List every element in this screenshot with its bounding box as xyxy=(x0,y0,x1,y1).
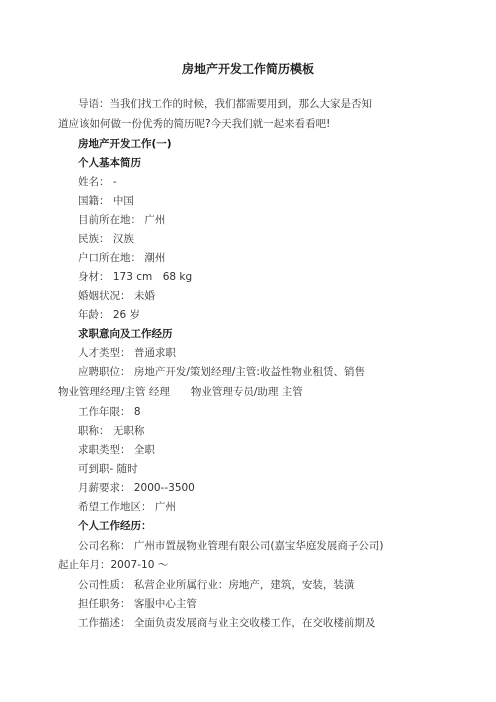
text-line: 国籍： 中国 xyxy=(78,195,134,207)
text-line: 工作年限： 8 xyxy=(78,406,141,418)
text-line: 物业管理经理/主管 经理 物业管理专员/助理 主管 xyxy=(58,386,303,398)
text-line: 职称： 无职称 xyxy=(78,425,145,437)
text-line: 希望工作地区： 广州 xyxy=(78,501,176,513)
section-heading: 个人工作经历： xyxy=(78,520,152,532)
text-line: 可到职- 随时 xyxy=(78,463,138,475)
text-line: 人才类型： 普通求职 xyxy=(78,347,176,359)
text-line: 身材： 173 cm 68 kg xyxy=(78,271,193,283)
text-line: 月薪要求： 2000--3500 xyxy=(78,482,195,494)
text-line: 年龄： 26 岁 xyxy=(78,309,141,321)
section-heading: 个人基本简历 xyxy=(78,157,141,169)
text-line: 民族： 汉族 xyxy=(78,233,134,245)
text-line: 目前所在地： 广州 xyxy=(78,214,166,226)
text-line: 担任职务： 客服中心主管 xyxy=(78,598,197,610)
text-line: 公司性质： 私营企业所属行业：房地产，建筑，安装，装潢 xyxy=(78,579,355,591)
text-line: 道应该如何做一份优秀的简历呢?今天我们就一起来看看吧! xyxy=(58,118,331,130)
text-line: 户口所在地： 潮州 xyxy=(78,252,166,264)
text-line: 应聘职位： 房地产开发/策划经理/主管:收益性物业租赁、销售 xyxy=(78,366,365,378)
text-line: 婚姻状况： 未婚 xyxy=(78,290,155,302)
section-heading: 求职意向及工作经历 xyxy=(78,328,173,340)
text-line: 姓名： - xyxy=(78,176,117,188)
section-heading: 房地产开发工作(一) xyxy=(78,138,172,150)
text-line: 求职类型： 全职 xyxy=(78,444,155,456)
text-line: 导语：当我们找工作的时候，我们都需要用到，那么大家是否知 xyxy=(78,98,372,110)
text-line: 起止年月：2007-10 ～ xyxy=(58,559,169,571)
document-title: 房地产开发工作简历模板 xyxy=(181,62,314,76)
text-line: 工作描述： 全面负责发展商与业主交收楼工作，在交收楼前期及 xyxy=(78,617,376,629)
text-line: 公司名称： 广州市置晟物业管理有限公司(嘉宝华庭发展商子公司) xyxy=(78,540,384,552)
